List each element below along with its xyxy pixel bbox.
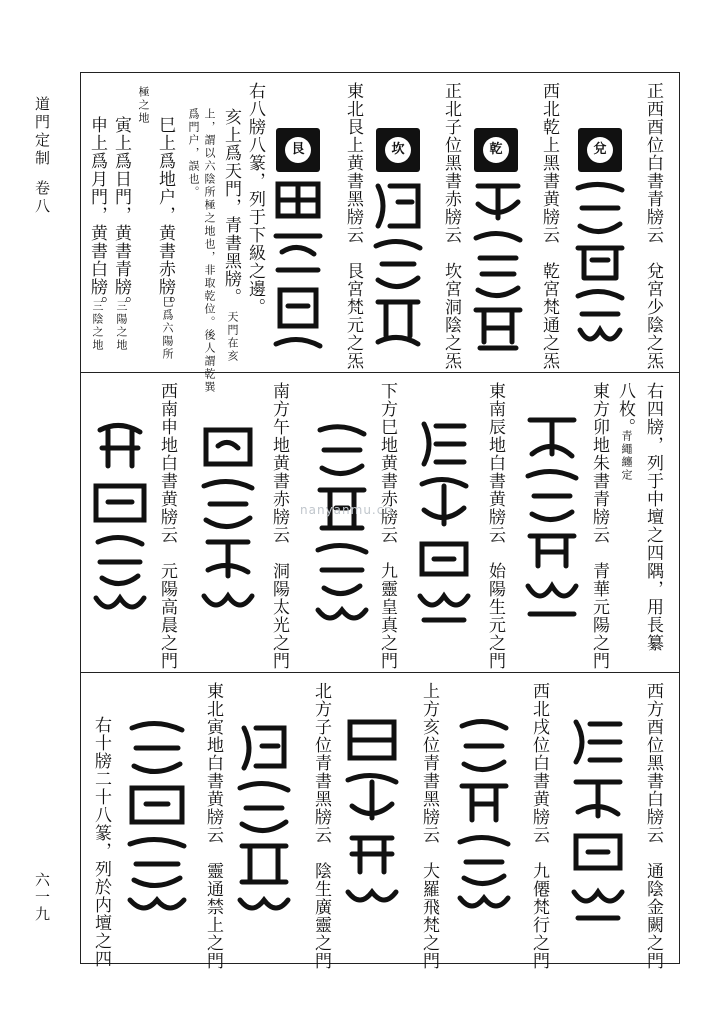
section2-col2: 八枚。 xyxy=(615,382,635,436)
section-divider-2 xyxy=(80,672,680,673)
section3-col3: 上方亥位青書黑牓云 大羅飛梵之門 xyxy=(419,682,439,970)
section1-col4: 東北艮上黄書黑牓云 艮宮梵元之炁 xyxy=(343,82,363,370)
section1-note9: 巳爲六陽所 xyxy=(161,296,174,361)
talisman-seal-north xyxy=(232,718,296,918)
emblem-qian-label: 乾 xyxy=(483,137,509,163)
talisman-seal-dui xyxy=(570,178,630,358)
talisman-seal-west xyxy=(566,712,630,927)
section3-col5: 東北寅地白書黄牓云 靈通禁上之門 xyxy=(203,682,223,970)
section1-note7: 上，謂以六陰所極之地也，非取乾位。後人謂乾巽 xyxy=(203,108,216,394)
section1-col6: 亥上爲天門，青書黑牓。 xyxy=(221,108,241,306)
section2-col3: 東方卯地朱書青牓云 青華元陽之門 xyxy=(589,382,609,670)
section1-col3: 正北子位黑書赤牓云 坎宮洞陰之炁 xyxy=(441,82,461,370)
emblem-dui-label: 兌 xyxy=(587,137,613,163)
talisman-seal-gen xyxy=(268,176,328,356)
section3-col2: 西北戌位白書黄牓云 九僊梵行之門 xyxy=(529,682,549,970)
section1-note10: 極之地 xyxy=(137,86,150,125)
section1-col12: 申上爲月門，黄書白牓。 xyxy=(87,116,107,314)
emblem-kan xyxy=(376,128,420,172)
talisman-seal-qian xyxy=(468,178,528,358)
section2-col4: 東南辰地白書黄牓云 始陽生元之門 xyxy=(485,382,505,670)
talisman-seal-southeast xyxy=(412,414,476,629)
section1-col1: 正西酉位白書青牓云 兌宮少陰之炁 xyxy=(643,82,663,370)
emblem-dui xyxy=(578,128,622,172)
section1-note8: 爲門户，誤也。 xyxy=(187,108,200,199)
section1-note11: 三陽之地 xyxy=(115,300,128,352)
watermark: nanyanmu.cn xyxy=(300,503,393,517)
talisman-seal-south xyxy=(196,420,260,620)
section1-col9: 巳上爲地户，黄書赤牓。 xyxy=(155,116,175,314)
talisman-seal-northwest xyxy=(452,716,516,916)
section3-col4: 北方子位青書黑牓云 陰生廣靈之門 xyxy=(311,682,331,970)
emblem-kan-label: 坎 xyxy=(385,137,411,163)
section2-col5: 下方巳地黄書赤牓云 九靈皇真之門 xyxy=(377,382,397,670)
section1-col5: 右八牓八篆，列于下級之邊。 xyxy=(245,82,265,316)
section2-col1: 右四牓，列于中壇之四隅，用長纂 xyxy=(643,382,663,652)
section2-col6: 南方午地黄書赤牓云 洞陽太光之門 xyxy=(269,382,289,670)
emblem-gen-label: 艮 xyxy=(285,137,311,163)
section1-note6: 天門在亥 xyxy=(226,311,239,363)
talisman-seal-lower xyxy=(310,420,374,635)
section2-col7: 西南申地白書黄牓云 元陽高晨之門 xyxy=(157,382,177,670)
talisman-seal-kan xyxy=(368,176,428,356)
talisman-seal-east xyxy=(520,410,584,625)
page-number: 六一九 xyxy=(33,872,51,923)
section1-col2: 西北乾上黑書黄牓云 乾宮梵通之炁 xyxy=(539,82,559,370)
section-divider-1 xyxy=(80,372,680,373)
section2-note2: 青繩纏定 xyxy=(620,430,633,482)
book-title: 道門定制 xyxy=(33,96,51,168)
section3-col6: 右十牓二十八篆，列於内壇之四 xyxy=(91,716,111,968)
section1-col11: 寅上爲日門，黄書青牓。 xyxy=(111,116,131,314)
talisman-seal-upper xyxy=(340,712,404,912)
talisman-seal-southwest xyxy=(88,420,152,620)
talisman-seal-northeast xyxy=(122,718,192,918)
emblem-gen xyxy=(276,128,320,172)
section1-note12: 三陰之地 xyxy=(91,300,104,352)
emblem-qian xyxy=(474,128,518,172)
volume-label: 卷八 xyxy=(33,180,51,216)
section3-col1: 西方酉位黑書白牓云 通陰金闕之門 xyxy=(643,682,663,970)
